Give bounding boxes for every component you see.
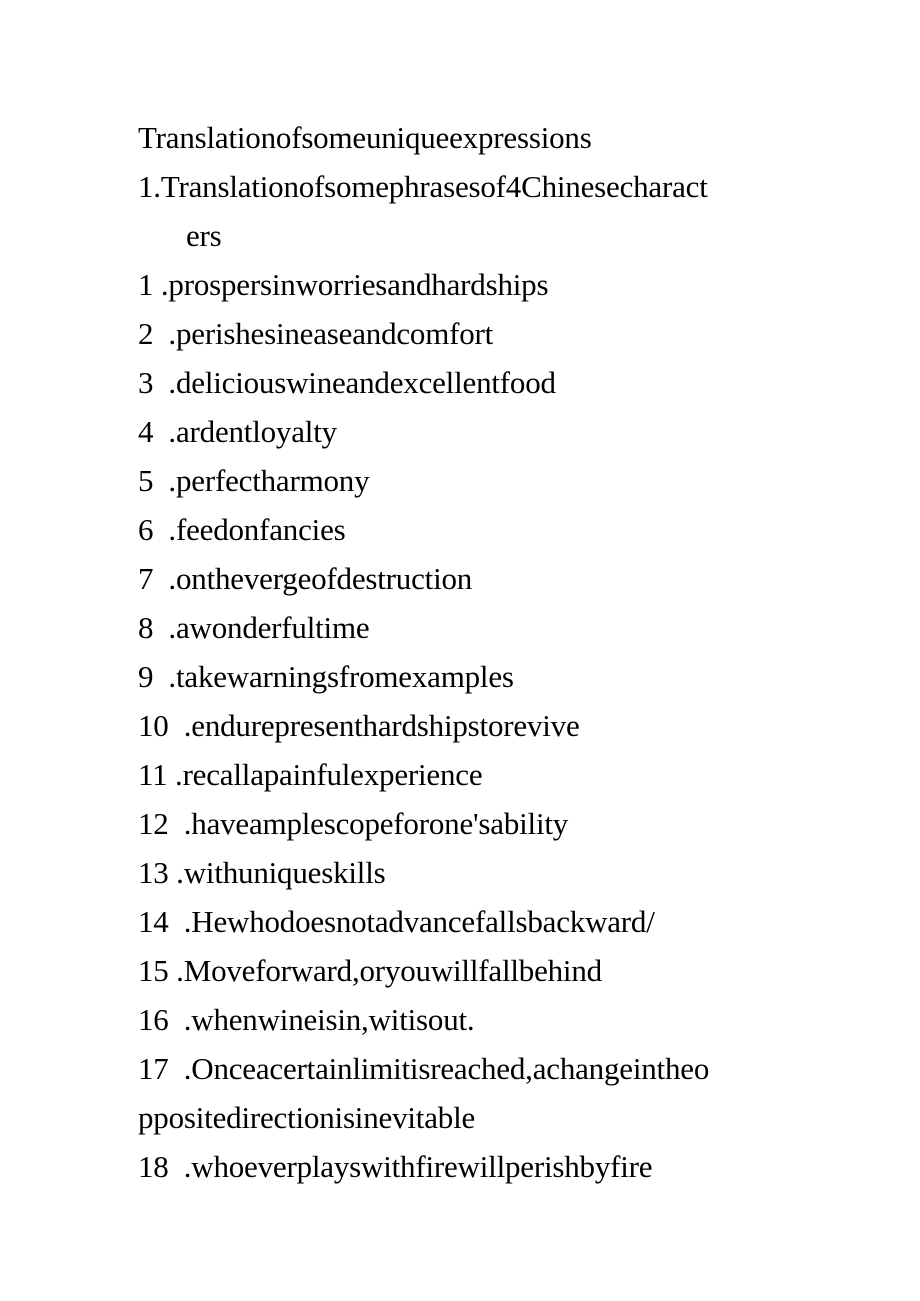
list-item-separator: . — [153, 561, 176, 596]
list-item-number: 5 — [138, 463, 154, 498]
list-item-separator: . — [153, 463, 176, 498]
list-item — [138, 407, 798, 456]
list-item-number: 2 — [138, 316, 154, 351]
list-item-number: 17 — [138, 1051, 169, 1086]
list-item-separator: . — [167, 757, 183, 792]
list-item — [138, 701, 798, 750]
list-item — [138, 799, 798, 848]
list-item-text: whenwineisin,witisout. — [191, 1002, 475, 1037]
list-item-text: perfectharmony — [175, 463, 370, 498]
list-item-text: ardentloyalty — [175, 414, 337, 449]
list-item — [138, 358, 798, 407]
list-item-number: 8 — [138, 610, 154, 645]
list-item — [138, 603, 798, 652]
list-item — [138, 995, 798, 1044]
document-title: Translationofsomeuniqueexpressions — [138, 120, 592, 155]
list-item-number: 3 — [138, 365, 154, 400]
list-item — [138, 505, 798, 554]
list-item — [138, 750, 798, 799]
list-item-number: 12 — [138, 806, 169, 841]
list-item-number: 9 — [138, 659, 154, 694]
list-item-continuation: ppositedirectionisinevitable — [138, 1100, 476, 1135]
list-item — [138, 652, 798, 701]
section-heading: 1.Translationofsomephrasesof4Chinesecharact — [138, 169, 708, 204]
section-heading-continuation: ers — [186, 218, 222, 253]
list-item-separator: . — [153, 610, 176, 645]
list-item-separator: . — [153, 365, 176, 400]
list-item-text: whoeverplayswithfirewillperishbyfire — [191, 1149, 653, 1184]
list-item-number: 18 — [138, 1149, 169, 1184]
list-item-separator: . — [168, 953, 184, 988]
list-item-text: prospersinworriesandhardships — [168, 267, 549, 302]
list-item-number: 4 — [138, 414, 154, 449]
list-item-separator: . — [168, 855, 184, 890]
list-item-text: haveamplescopeforone'sability — [191, 806, 569, 841]
list-item-text: takewarningsfromexamples — [175, 659, 514, 694]
list-item-text: withuniqueskills — [183, 855, 386, 890]
list-item-number: 15 — [138, 953, 169, 988]
list-item-separator: . — [168, 904, 192, 939]
list-item-number: 16 — [138, 1002, 169, 1037]
list-item-text: perishesineaseandcomfort — [175, 316, 494, 351]
list-item-separator: . — [153, 414, 176, 449]
list-item-separator: . — [168, 1149, 192, 1184]
list-item — [138, 1142, 798, 1191]
list-item-number: 1 — [138, 267, 154, 302]
list-item-separator: . — [168, 806, 192, 841]
list-item-number: 11 — [138, 757, 168, 792]
list-item-separator: . — [153, 267, 169, 302]
list-item-text: recallapainfulexperience — [182, 757, 483, 792]
list-item — [138, 1044, 798, 1093]
list-item-number: 13 — [138, 855, 169, 890]
phrase-list — [138, 260, 798, 1191]
list-item — [138, 260, 798, 309]
list-item-number: 7 — [138, 561, 154, 596]
list-item-text: Moveforward,oryouwillfallbehind — [183, 953, 602, 988]
list-item-text: Hewhodoesnotadvancefallsbackward/ — [191, 904, 655, 939]
list-item-separator: . — [153, 512, 176, 547]
list-item-text: awonderfultime — [175, 610, 370, 645]
list-item-text: onthevergeofdestruction — [175, 561, 473, 596]
list-item-number: 10 — [138, 708, 169, 743]
list-item — [138, 309, 798, 358]
list-item-text: Onceacertainlimitisreached,achangeintheo — [191, 1051, 710, 1086]
list-item — [138, 946, 798, 995]
list-item — [138, 456, 798, 505]
document-content — [138, 113, 798, 1191]
list-item — [138, 897, 798, 946]
list-item — [138, 848, 798, 897]
list-item-separator: . — [153, 659, 176, 694]
list-item-separator: . — [168, 1002, 192, 1037]
list-item-separator: . — [168, 1051, 192, 1086]
list-item-number: 14 — [138, 904, 169, 939]
list-item-text: feedonfancies — [175, 512, 346, 547]
list-item-text: endurepresenthardshipstorevive — [191, 708, 580, 743]
list-item-separator: . — [153, 316, 176, 351]
list-item-text: deliciouswineandexcellentfood — [175, 365, 556, 400]
list-item — [138, 554, 798, 603]
list-item-separator: . — [168, 708, 192, 743]
list-item-number: 6 — [138, 512, 154, 547]
